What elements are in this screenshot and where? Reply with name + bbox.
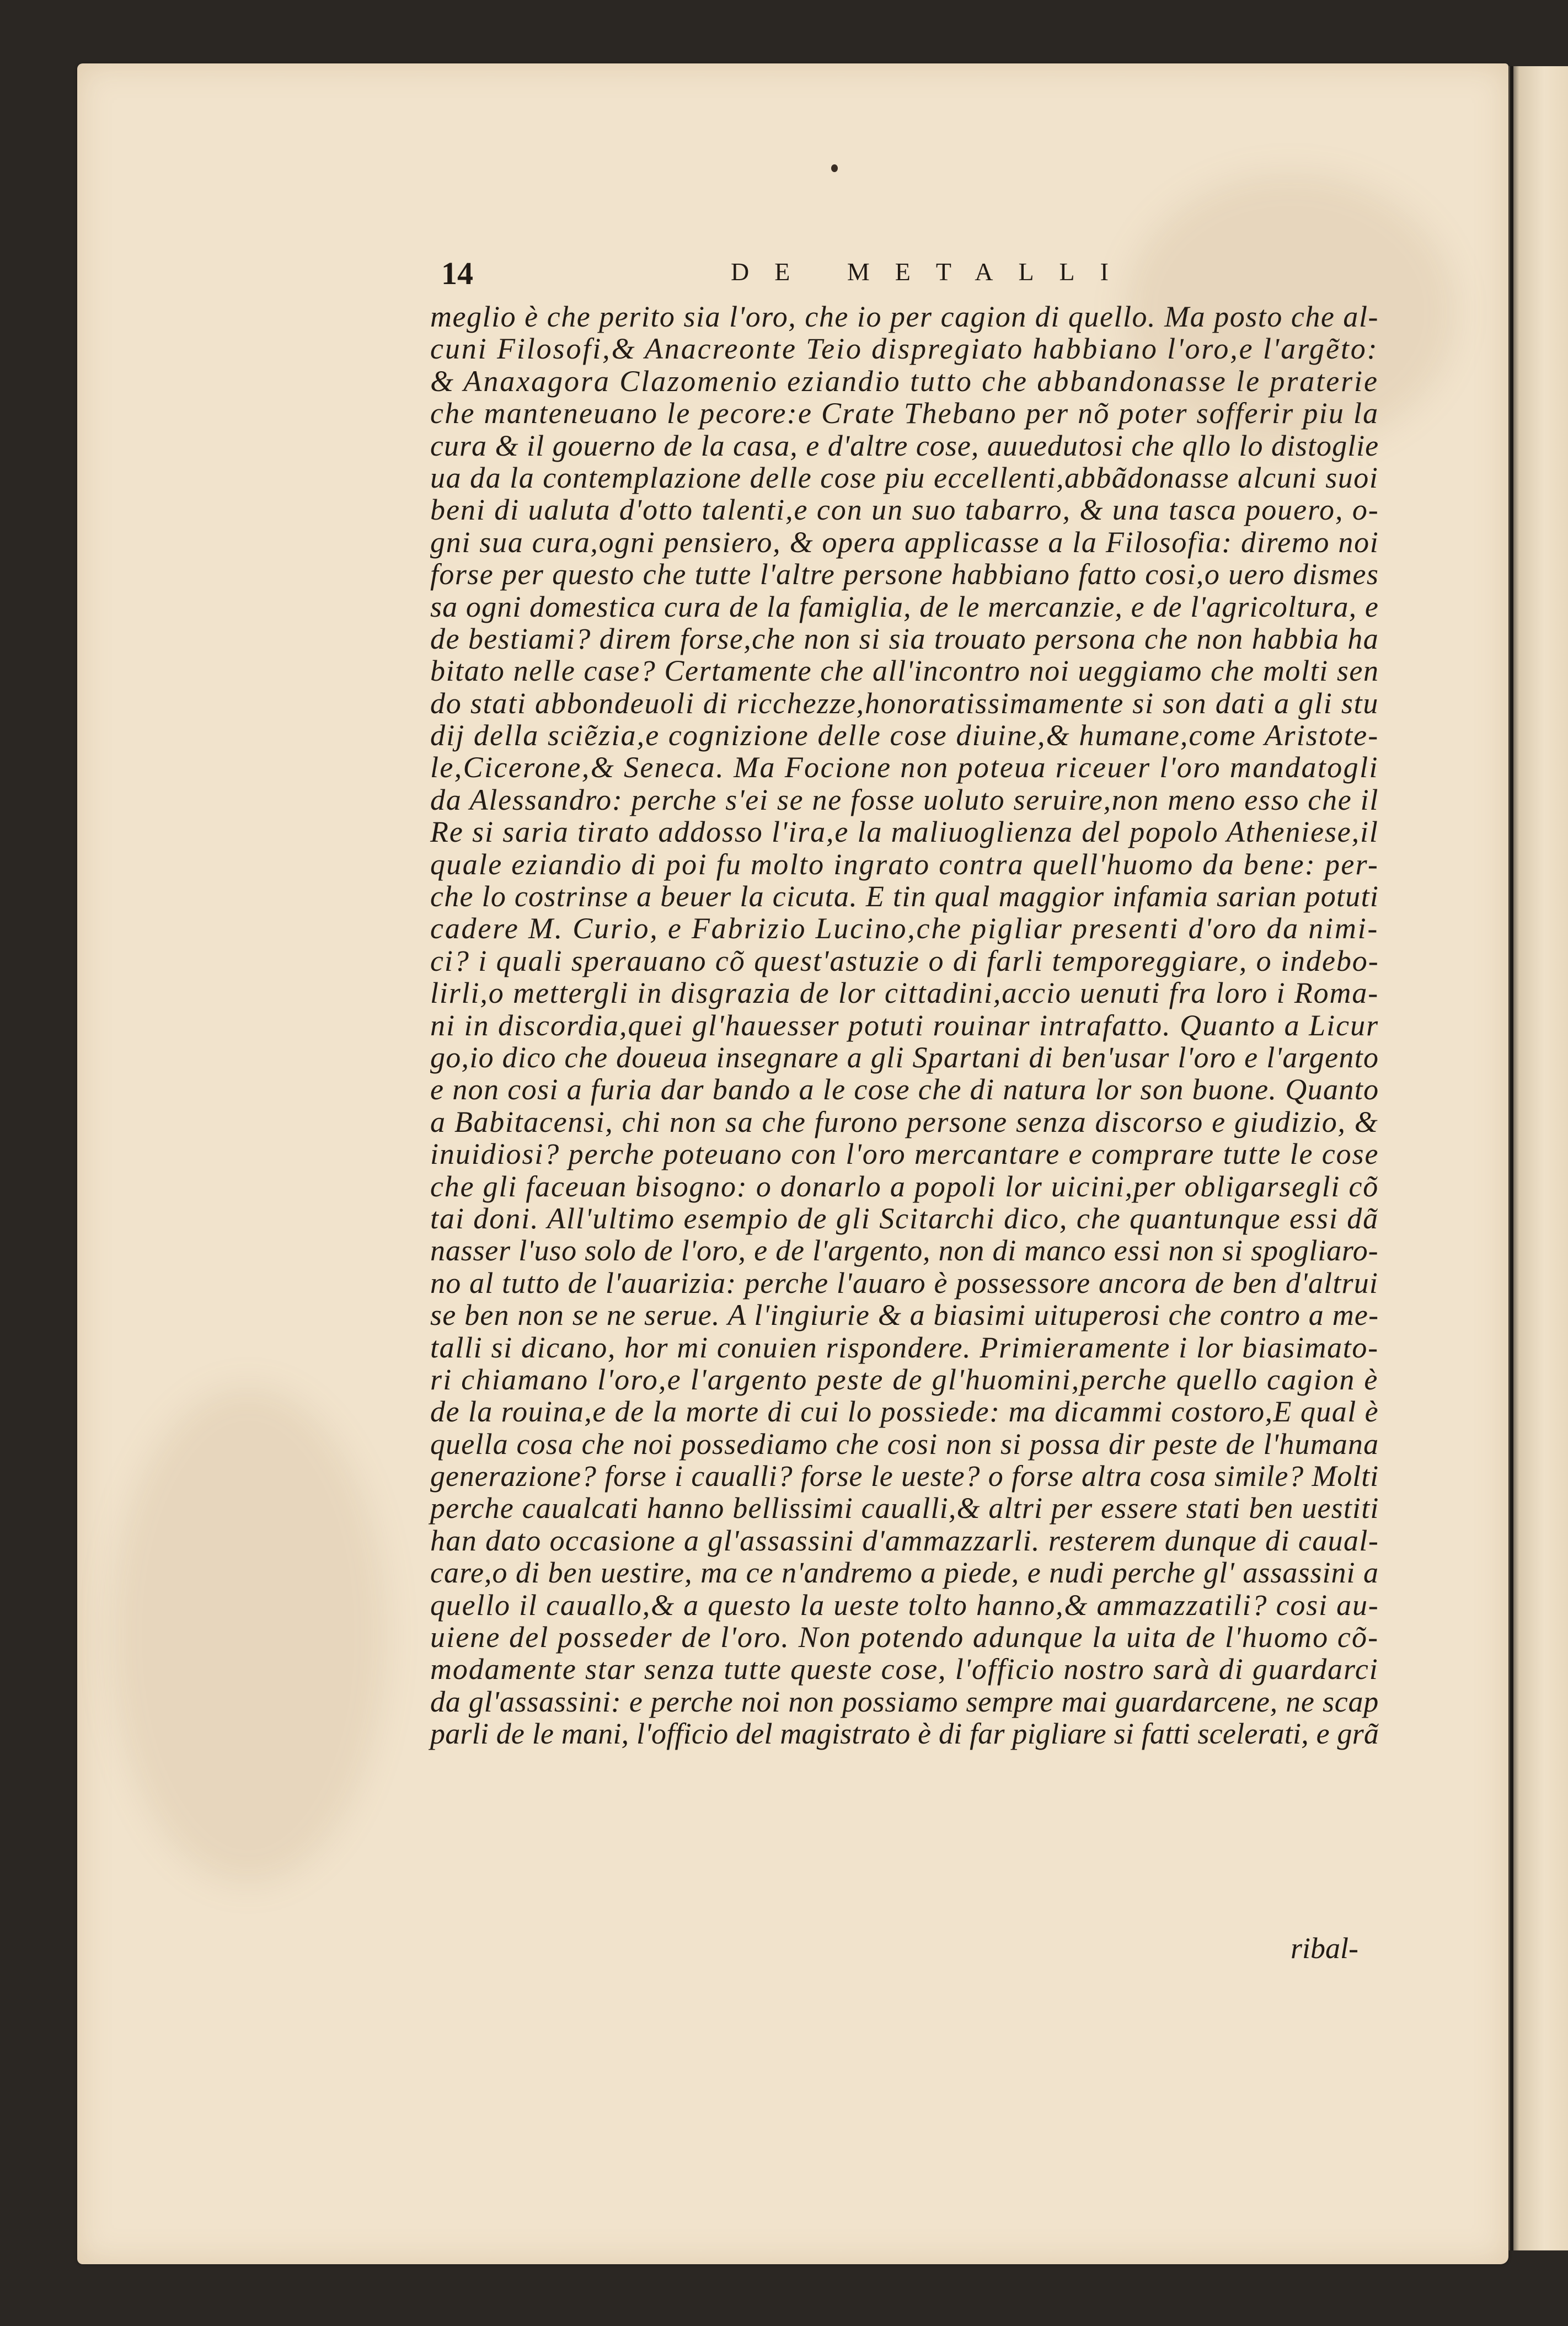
text-line: ri chiamano l'oro,e l'argento peste de gl'huomini,perche quello cagion è: [430, 1362, 1379, 1396]
text-line: dij della sciẽzia,e cognizione delle cose diuine,& humane,come Aristote-: [430, 719, 1379, 752]
page-number: 14: [441, 255, 473, 291]
text-line: bitato nelle case? Certamente che all'incontro noi ueggiamo che molti sen: [430, 654, 1379, 688]
text-line: gni sua cura,ogni pensiero, & opera applicasse a la Filosofia: diremo noi: [430, 525, 1379, 559]
text-line: le,Cicerone,& Seneca. Ma Focione non poteua riceuer l'oro mandatogli: [430, 751, 1379, 784]
text-line: go,io dico che doueua insegnare a gli Spartani di ben'usar l'oro e l'argento: [430, 1040, 1379, 1074]
text-line: uiene del posseder de l'oro. Non potendo adunque la uita de l'huomo cõ-: [430, 1621, 1379, 1654]
text-line: se ben non se ne serue. A l'ingiurie & a biasimi uituperosi che contro a me-: [430, 1298, 1379, 1332]
text-line: care,o di ben uestire, ma ce n'andremo a piede, e nudi perche gl' assassini a: [430, 1556, 1379, 1590]
text-line: tai doni. All'ultimo esempio de gli Scitarchi dico, che quantunque essi dã: [430, 1201, 1379, 1235]
text-line: e non cosi a furia dar bando a le cose che di natura lor son buone. Quanto: [430, 1073, 1379, 1106]
text-line: quella cosa che noi possediamo che cosi non si possa dir peste de l'humana: [430, 1427, 1379, 1461]
text-line: nasser l'uso solo de l'oro, e de l'argento, non di manco essi non si spogliaro-: [430, 1234, 1379, 1268]
text-line: che gli faceuan bisogno: o donarlo a popoli lor uicini,per obligarsegli cõ: [430, 1169, 1379, 1203]
text-line: generazione? forse i caualli? forse le ueste? o forse altra cosa simile? Molti: [430, 1459, 1379, 1493]
text-line: perche caualcati hanno bellissimi caualli,& altri per essere stati ben uestiti: [430, 1491, 1379, 1525]
ink-mark: [831, 164, 838, 172]
text-line: talli si dicano, hor mi conuien rispondere. Primieramente i lor biasimato-: [430, 1330, 1379, 1364]
facing-page-edge: [1508, 66, 1568, 2250]
text-line: no al tutto de l'auarizia: perche l'auaro è possessore ancora de ben d'altrui: [430, 1266, 1379, 1300]
text-line: & Anaxagora Clazomenio eziandio tutto che abbandonasse le praterie: [430, 364, 1379, 398]
text-line: beni di ualuta d'otto talenti,e con un suo tabarro, & una tasca pouero, o-: [430, 493, 1379, 527]
text-line: che lo costrinse a beuer la cicuta. E tin qual maggior infamia sarian potuti: [430, 880, 1379, 913]
text-line: inuidiosi? perche poteuano con l'oro mercantare e comprare tutte le cose: [430, 1137, 1379, 1171]
text-line: parli de le mani, l'officio del magistrato è di far pigliare si fatti scelerati, e grã: [430, 1717, 1379, 1751]
text-line: che manteneuano le pecore:e Crate Thebano per nõ poter sofferir piu la: [430, 397, 1379, 430]
running-title: DE METALLI: [731, 258, 1134, 286]
text-line: quale eziandio di poi fu molto ingrato contra quell'huomo da bene: per-: [430, 847, 1379, 881]
text-line: ni in discordia,quei gl'hauesser potuti rouinar intrafatto. Quanto a Licur: [430, 1008, 1379, 1042]
text-line: sa ogni domestica cura de la famiglia, de le mercanzie, e de l'agricoltura, e: [430, 590, 1379, 623]
text-line: Re si saria tirato addosso l'ira,e la maliuoglienza del popolo Atheniese,il: [430, 815, 1379, 849]
text-line: da gl'assassini: e perche noi non possiamo sempre mai guardarcene, ne scap: [430, 1685, 1379, 1718]
text-line: cuni Filosofi,& Anacreonte Teio dispregiato habbiano l'oro,e l'argẽto:: [430, 332, 1379, 366]
text-line: de bestiami? direm forse,che non si sia trouato persona che non habbia ha: [430, 622, 1379, 655]
text-line: quello il cauallo,& a questo la ueste tolto hanno,& ammazzatili? cosi au-: [430, 1588, 1379, 1622]
text-line: cura & il gouerno de la casa, e d'altre cose, auuedutosi che qllo lo distoglie: [430, 429, 1379, 462]
binding-shadow: [1510, 66, 1513, 2250]
text-line: lirli,o mettergli in disgrazia de lor cittadini,accio uenuti fra loro i Roma-: [430, 976, 1379, 1010]
text-line: han dato occasione a gl'assassini d'ammazzarli. resterem dunque di caual-: [430, 1523, 1379, 1557]
text-line: a Babitacensi, chi non sa che furono persone senza discorso e giudizio, &: [430, 1105, 1379, 1138]
text-line: ci? i quali sperauano cõ quest'astuzie o di farli temporeggiare, o indebo-: [430, 944, 1379, 977]
text-line: meglio è che perito sia l'oro, che io per cagion di quello. Ma posto che al-: [430, 300, 1379, 333]
text-line: da Alessandro: perche s'ei se ne fosse uoluto seruire,non meno esso che il: [430, 783, 1379, 816]
text-line: cadere M. Curio, e Fabrizio Lucino,che pigliar presenti d'oro da nimi-: [430, 912, 1379, 945]
catchword: ribal-: [1291, 1932, 1359, 1965]
text-line: modamente star senza tutte queste cose, l'officio nostro sarà di guardarci: [430, 1653, 1379, 1686]
body-text: [430, 301, 1379, 1750]
page-header: [441, 255, 1134, 293]
text-line: de la rouina,e de la morte di cui lo possiede: ma dicammi costoro,E qual è: [430, 1395, 1379, 1429]
text-line: do stati abbondeuoli di ricchezze,honoratissimamente si son dati a gli stu: [430, 686, 1379, 720]
text-line: ua da la contemplazione delle cose piu eccellenti,abbãdonasse alcuni suoi: [430, 461, 1379, 494]
text-line: forse per questo che tutte l'altre persone habbiano fatto cosi,o uero dismes: [430, 558, 1379, 591]
paper-stain: [110, 1387, 386, 1884]
